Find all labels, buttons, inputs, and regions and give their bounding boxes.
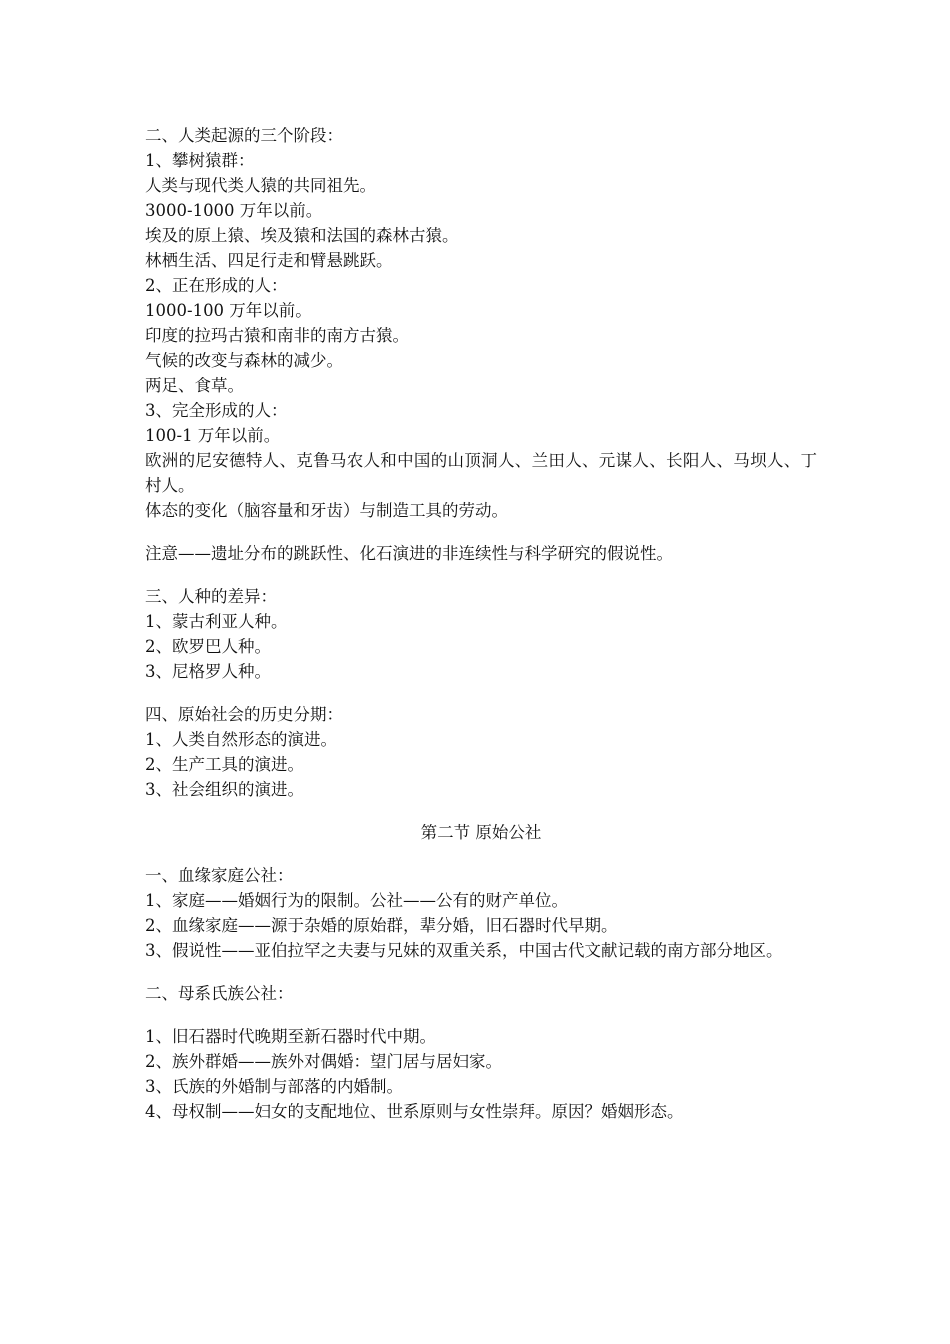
blank-line [145, 684, 817, 702]
paragraph-line: 100-1 万年以前。 [145, 426, 281, 445]
paragraph-line: 林栖生活、四足行走和臂悬跳跃。 [145, 251, 393, 270]
list-item: 2、血缘家庭——源于杂婚的原始群，辈分婚，旧石器时代早期。 [145, 916, 618, 935]
list-item: 2、族外群婚——族外对偶婚：望门居与居妇家。 [145, 1052, 502, 1071]
section-heading-race: 三、人种的差异： [145, 587, 277, 606]
section-heading-matrilineal: 二、母系氏族公社： [145, 984, 294, 1003]
paragraph-line: 3000-1000 万年以前。 [145, 201, 323, 220]
stage-title-forming-human: 2、正在形成的人： [145, 276, 288, 295]
blank-line [145, 845, 817, 863]
blank-line [145, 566, 817, 584]
paragraph-line: 埃及的原上猿、埃及猿和法国的森林古猿。 [145, 226, 459, 245]
note-paragraph: 注意——遗址分布的跳跃性、化石演进的非连续性与科学研究的假说性。 [145, 544, 673, 563]
list-item: 3、社会组织的演进。 [145, 780, 304, 799]
stage-title-climbing-apes: 1、攀树猿群： [145, 151, 255, 170]
list-item: 1、蒙古利亚人种。 [145, 612, 288, 631]
list-item: 1、家庭——婚姻行为的限制。公社——公有的财产单位。 [145, 891, 568, 910]
paragraph-line: 气候的改变与森林的减少。 [145, 351, 343, 370]
blank-line [145, 802, 817, 820]
paragraph-line: 体态的变化（脑容量和牙齿）与制造工具的劳动。 [145, 501, 508, 520]
blank-line [145, 523, 817, 541]
section-heading-blood-family: 一、血缘家庭公社： [145, 866, 294, 885]
list-item: 2、生产工具的演进。 [145, 755, 304, 774]
list-item: 2、欧罗巴人种。 [145, 637, 271, 656]
document-page [145, 123, 817, 1124]
section-heading-origin: 二、人类起源的三个阶段： [145, 126, 343, 145]
paragraph-line: 两足、食草。 [145, 376, 244, 395]
blank-line [145, 963, 817, 981]
paragraph-line: 欧洲的尼安德特人、克鲁马农人和中国的山顶洞人、兰田人、元谋人、长阳人、马坝人、丁村人。 [145, 451, 817, 495]
list-item: 1、人类自然形态的演进。 [145, 730, 337, 749]
chapter-title: 第二节 原始公社 [420, 823, 542, 842]
stage-title-formed-human: 3、完全形成的人： [145, 401, 288, 420]
blank-line [145, 1006, 817, 1024]
paragraph-line: 人类与现代类人猿的共同祖先。 [145, 176, 376, 195]
list-item: 3、假说性——亚伯拉罕之夫妻与兄妹的双重关系，中国古代文献记载的南方部分地区。 [145, 941, 783, 960]
section-heading-periods: 四、原始社会的历史分期： [145, 705, 343, 724]
list-item: 3、尼格罗人种。 [145, 662, 271, 681]
list-item: 4、母权制——妇女的支配地位、世系原则与女性崇拜。原因？婚姻形态。 [145, 1102, 684, 1121]
paragraph-line: 印度的拉玛古猿和南非的南方古猿。 [145, 326, 409, 345]
list-item: 3、氏族的外婚制与部落的内婚制。 [145, 1077, 403, 1096]
list-item: 1、旧石器时代晚期至新石器时代中期。 [145, 1027, 436, 1046]
paragraph-line: 1000-100 万年以前。 [145, 301, 312, 320]
